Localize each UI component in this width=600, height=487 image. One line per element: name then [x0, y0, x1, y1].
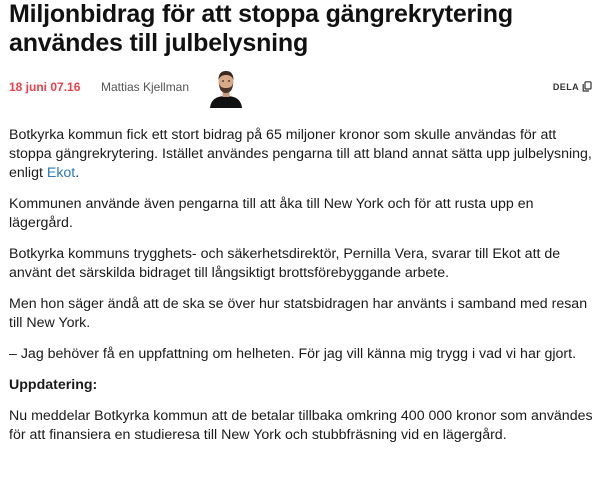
- paragraph-2: Kommunen använde även pengarna till att åka till New York och för att rusta upp en lägergård.: [9, 196, 534, 231]
- update-paragraph: Nu meddelar Botkyrka kommun att de betalar tillbaka omkring 400 000 kronor som användes för att finansiera en studieresa till New York och stubbfräsning vid en lägergård.: [9, 408, 593, 443]
- paragraph-4: Men hon säger ändå att de ska se över hur statsbidragen har använts i samband med resan till New York.: [9, 296, 588, 331]
- paragraph-1: [9, 126, 594, 183]
- share-button[interactable]: [553, 81, 592, 92]
- paragraph-5: – Jag behöver få en uppfattning om helheten. För jag vill känna mig trygg i vad vi har gjort.: [9, 346, 577, 362]
- share-label: DELA: [552, 81, 579, 92]
- ekot-link[interactable]: Ekot: [46, 165, 76, 181]
- paragraph-3: Botkyrka kommuns trygghets- och säkerhetsdirektör, Pernilla Vera, svarar till Ekot att de använt det särskilda bidraget till långsiktigt brottsförebyggande arbete.: [9, 246, 561, 281]
- article-body: [9, 126, 594, 457]
- publish-date: 18 juni 07.16: [9, 80, 81, 94]
- byline: [9, 68, 592, 108]
- article-title: Miljonbidrag för att stoppa gängrekrytering användes till julbelysning: [9, 0, 513, 57]
- author-avatar-image: [208, 68, 244, 108]
- author-avatar[interactable]: [208, 68, 244, 108]
- update-heading: Uppdatering:: [9, 377, 98, 393]
- author-name[interactable]: Mattias Kjellman: [101, 80, 190, 94]
- paragraph-1-end: .: [75, 165, 80, 181]
- copy-icon: [582, 81, 592, 92]
- paragraph-1-text: Botkyrka kommun fick ett stort bidrag på 65 miljoner kronor som skulle användas för att stoppa gängrekrytering. Istället användes pengarna till att bland annat sätta upp julbelysning, enligt: [9, 127, 592, 181]
